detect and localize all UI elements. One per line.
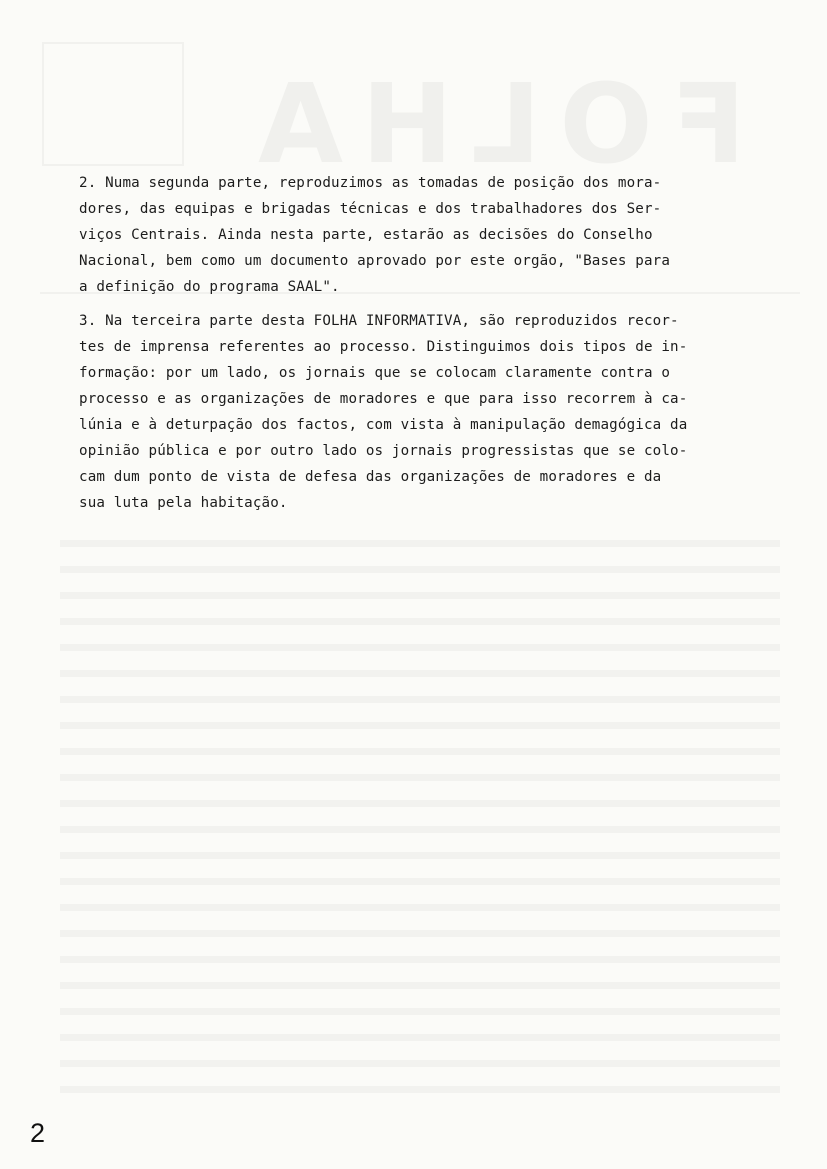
body-text [79,170,791,516]
text-line: processo e as organizações de moradores e que para isso recorrem à ca- [79,391,688,407]
text-line: sua luta pela habitação. [79,495,288,511]
text-line: formação: por um lado, os jornais que se colocam claramente contra o [79,365,671,381]
text-line: lúnia e à deturpação dos factos, com vista à manipulação demagógica da [79,417,688,433]
text-line: opinião pública e por outro lado os jornais progressistas que se colo- [79,443,688,459]
text-line: viços Centrais. Ainda nesta parte, estarão as decisões do Conselho [79,227,653,243]
text-line: cam dum ponto de vista de defesa das organizações de moradores e da [79,469,662,485]
text-line: tes de imprensa referentes ao processo. Distinguimos dois tipos de in- [79,339,688,355]
bleed-through-masthead [240,60,746,188]
text-line: a definição do programa SAAL". [79,279,340,295]
bleed-through-box [42,42,184,166]
page-number: 2 [30,1118,46,1148]
text-line: 2. Numa segunda parte, reproduzimos as tomadas de posição dos mora- [79,175,662,191]
text-line: dores, das equipas e brigadas técnicas e dos trabalhadores dos Ser- [79,201,662,217]
bleed-through-text [60,540,780,1100]
paragraph-2 [79,170,791,300]
text-line: 3. Na terceira parte desta FOLHA INFORMATIVA, são reproduzidos recor- [79,313,679,329]
paragraph-3 [79,308,791,516]
text-line: Nacional, bem como um documento aprovado por este orgão, "Bases para [79,253,671,269]
